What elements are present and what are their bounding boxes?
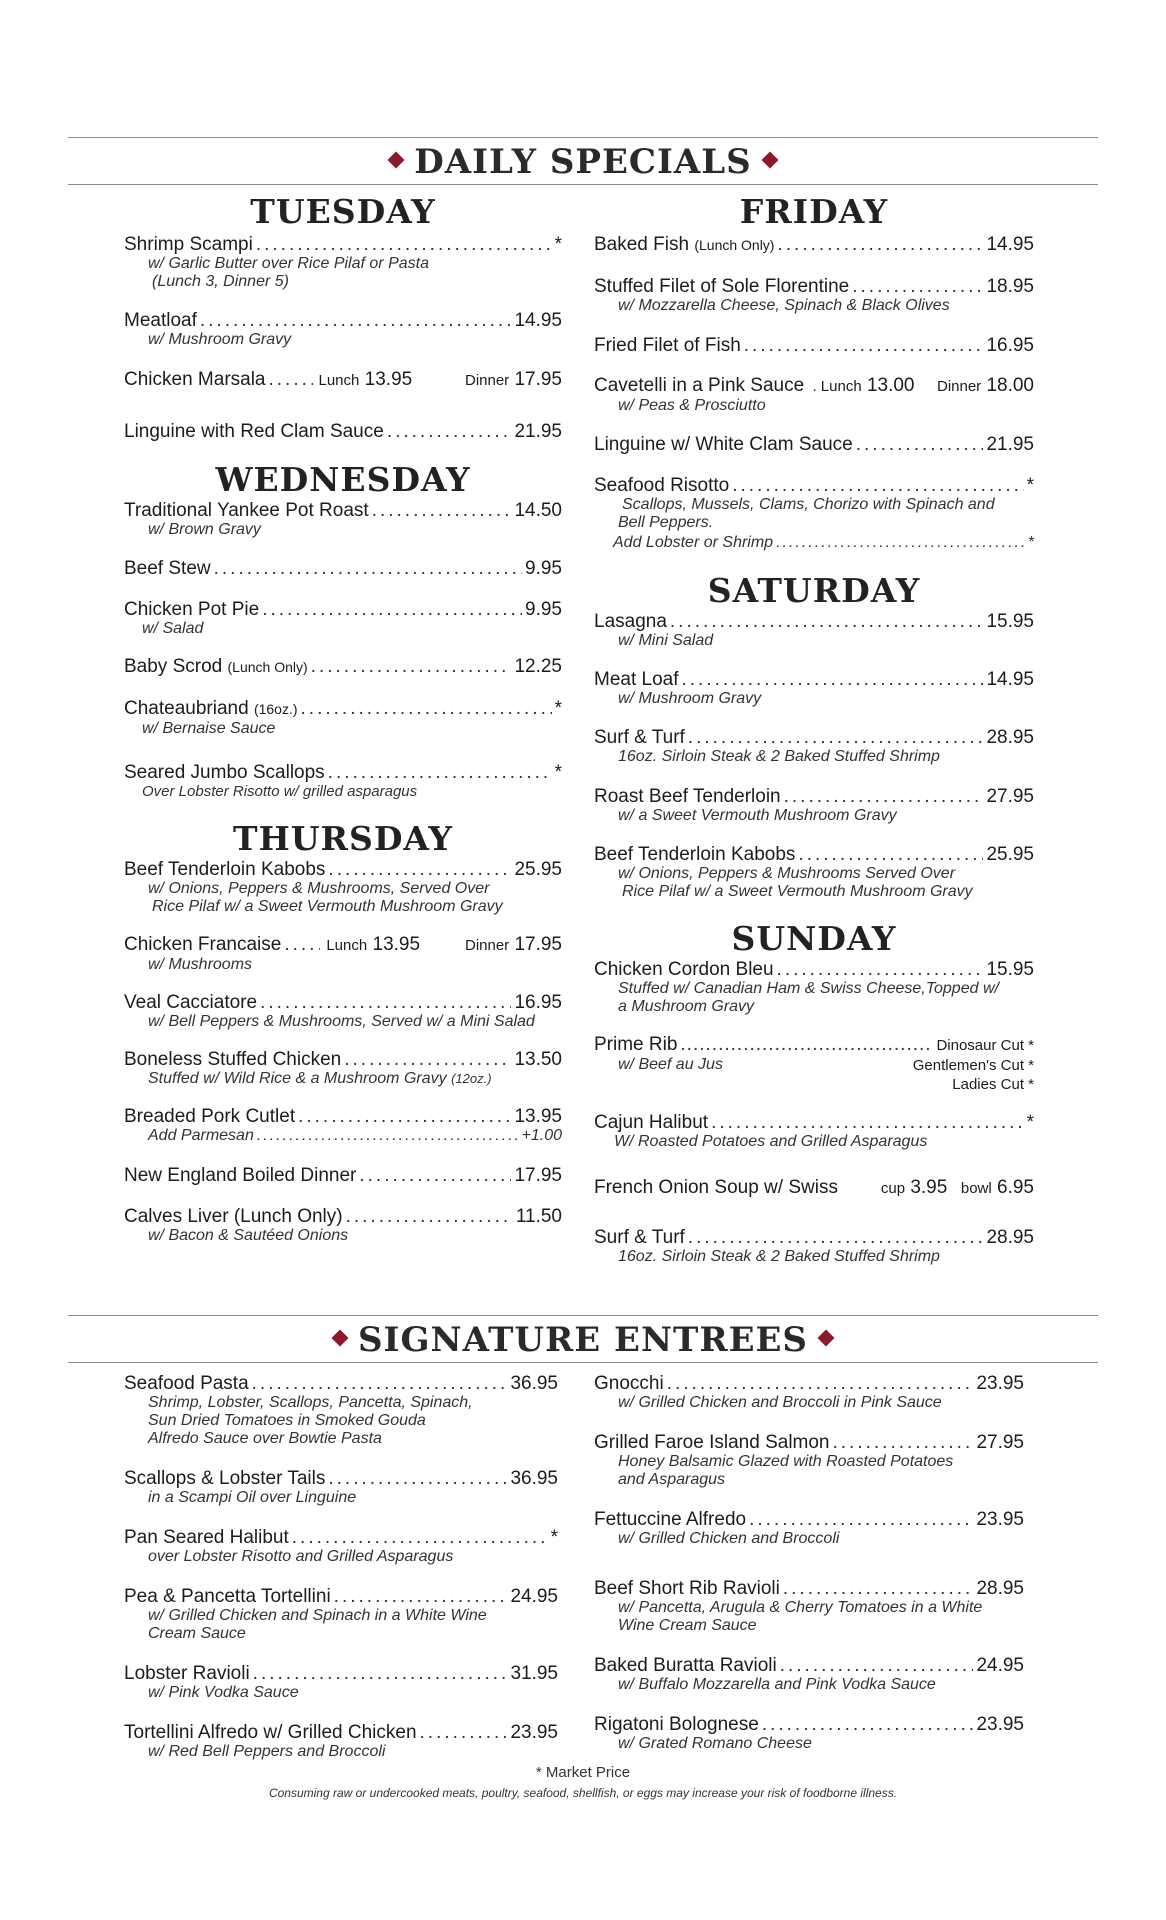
- menu-item: Fettuccine Alfredo ..... 23.95 w/ Grilled Chicken and Broccoli: [594, 1509, 1024, 1548]
- daily-specials-banner: [68, 142, 1098, 182]
- signature-title: SIGNATURE ENTREES: [358, 1320, 808, 1360]
- menu-item: Beef Tenderloin Kabobs ..... 25.95 w/ Onions, Peppers & Mushrooms, Served Over Rice Pilaf w/ a Sweet Vermouth Mushroom Gravy: [124, 859, 562, 916]
- menu-item: Beef Short Rib Ravioli ..... 28.95 w/ Pancetta, Arugula & Cherry Tomatoes in a White Wine Cream Sauce: [594, 1578, 1024, 1635]
- signature-top-rule: [68, 1315, 1098, 1316]
- day-title-sunday: SUNDAY: [731, 919, 897, 958]
- menu-item: Roast Beef Tenderloin ..... 27.95 w/ a Sweet Vermouth Mushroom Gravy: [594, 786, 1034, 825]
- food-safety-warning: Consuming raw or undercooked meats, poultry, seafood, shellfish, or eggs may increase your risk of foodborne illness.: [268, 1786, 898, 1800]
- banner-rule: [68, 184, 1098, 185]
- menu-item: Lobster Ravioli ..... 31.95 w/ Pink Vodka Sauce: [124, 1663, 558, 1702]
- menu-item: Cajun Halibut ..... * W/ Roasted Potatoes and Grilled Asparagus: [594, 1112, 1034, 1151]
- day-title-wednesday: WEDNESDAY: [215, 460, 471, 499]
- menu-item: Meat Loaf ..... 14.95 w/ Mushroom Gravy: [594, 669, 1034, 708]
- menu-item: Pea & Pancetta Tortellini ..... 24.95 w/ Grilled Chicken and Spinach in a White Wine Cream Sauce: [124, 1586, 558, 1643]
- menu-item: Meatloaf ..... 14.95 w/ Mushroom Gravy: [124, 310, 562, 349]
- menu-item: Linguine with Red Clam Sauce ..... 21.95: [124, 421, 562, 442]
- diamond-icon: [761, 152, 778, 169]
- menu-item: Cavetelli in a Pink Sauce . Lunch 13.00 Dinner 18.00 w/ Peas & Prosciutto: [594, 375, 1034, 414]
- diamond-icon: [388, 152, 405, 169]
- diamond-icon: [332, 1330, 349, 1347]
- menu-item: Stuffed Filet of Sole Florentine ..... 18.95 w/ Mozzarella Cheese, Spinach & Black Olives: [594, 276, 1034, 315]
- day-title-tuesday: TUESDAY: [250, 192, 436, 231]
- menu-item: Breaded Pork Cutlet ..... 13.95 Add Parmesan ..... +1.00: [124, 1106, 562, 1145]
- menu-item: Surf & Turf ..... 28.95 16oz. Sirloin Steak & 2 Baked Stuffed Shrimp: [594, 727, 1034, 766]
- menu-item: Chicken Cordon Bleu ..... 15.95 Stuffed w/ Canadian Ham & Swiss Cheese,Topped w/ a Mushroom Gravy: [594, 959, 1034, 1016]
- left-column: [124, 192, 562, 1245]
- menu-item: Chateaubriand (16oz.) ..... * w/ Bernaise Sauce: [124, 698, 562, 738]
- menu-item: Seared Jumbo Scallops ..... * Over Lobster Risotto w/ grilled asparagus: [124, 762, 562, 801]
- menu-item: Beef Stew ..... 9.95: [124, 558, 562, 579]
- menu-item: Surf & Turf ..... 28.95 16oz. Sirloin Steak & 2 Baked Stuffed Shrimp: [594, 1227, 1034, 1266]
- menu-item: Baked Fish (Lunch Only) ..... 14.95: [594, 234, 1034, 256]
- day-title-saturday: SATURDAY: [707, 571, 921, 610]
- menu-item: Scallops & Lobster Tails ..... 36.95 in a Scampi Oil over Linguine: [124, 1468, 558, 1507]
- menu-item: Beef Tenderloin Kabobs ..... 25.95 w/ Onions, Peppers & Mushrooms Served Over Rice Pilaf w/ a Sweet Vermouth Mushroom Gravy: [594, 844, 1034, 901]
- menu-item: Pan Seared Halibut ..... * over Lobster Risotto and Grilled Asparagus: [124, 1527, 558, 1566]
- menu-item: Seafood Risotto ..... * Scallops, Mussels, Clams, Chorizo with Spinach and Bell Peppers. Add Lobster or Shrimp ..... *: [594, 475, 1034, 553]
- menu-item: Prime Rib ..... Dinosaur Cut * w/ Beef au Jus Gentlemen's Cut * Ladies Cut *: [594, 1034, 1034, 1094]
- menu-item: Chicken Francaise ..... Lunch 13.95 Dinner 17.95 w/ Mushrooms: [124, 934, 562, 974]
- menu-item: Fried Filet of Fish ..... 16.95: [594, 335, 1034, 356]
- menu-item: Baby Scrod (Lunch Only) ..... 12.25: [124, 656, 562, 678]
- menu-item: Calves Liver (Lunch Only) ..... 11.50 w/ Bacon & Sautéed Onions: [124, 1206, 562, 1245]
- signature-banner: [68, 1320, 1098, 1360]
- menu-item: Grilled Faroe Island Salmon ..... 27.95 Honey Balsamic Glazed with Roasted Potatoes and Asparagus: [594, 1432, 1024, 1489]
- signature-left-column: [124, 1373, 558, 1761]
- menu-item: Linguine w/ White Clam Sauce ..... 21.95: [594, 434, 1034, 455]
- menu-item: New England Boiled Dinner ..... 17.95: [124, 1165, 562, 1186]
- signature-rule: [68, 1362, 1098, 1363]
- top-rule: [68, 137, 1098, 138]
- menu-item: Chicken Pot Pie ..... 9.95 w/ Salad: [124, 599, 562, 638]
- daily-specials-title: DAILY SPECIALS: [414, 142, 752, 182]
- menu-item: Shrimp Scampi ..... * w/ Garlic Butter over Rice Pilaf or Pasta (Lunch 3, Dinner 5): [124, 234, 562, 291]
- menu-item: Baked Buratta Ravioli ..... 24.95 w/ Buffalo Mozzarella and Pink Vodka Sauce: [594, 1655, 1024, 1694]
- menu-item: French Onion Soup w/ Swiss cup 3.95 bowl 6.95: [594, 1177, 1034, 1198]
- menu-item: Lasagna ..... 15.95 w/ Mini Salad: [594, 611, 1034, 650]
- market-price-note: * Market Price: [535, 1764, 631, 1781]
- right-column: [594, 192, 1034, 1266]
- menu-item: Boneless Stuffed Chicken ..... 13.50 Stuffed w/ Wild Rice & a Mushroom Gravy (12oz.): [124, 1049, 562, 1088]
- menu-item: Chicken Marsala ..... Lunch 13.95 Dinner 17.95: [124, 369, 562, 391]
- day-title-friday: FRIDAY: [739, 192, 889, 231]
- signature-right-column: [594, 1373, 1024, 1753]
- diamond-icon: [818, 1330, 835, 1347]
- day-title-thursday: THURSDAY: [233, 819, 453, 858]
- menu-item: Rigatoni Bolognese ..... 23.95 w/ Grated Romano Cheese: [594, 1714, 1024, 1753]
- menu-item: Traditional Yankee Pot Roast ..... 14.50 w/ Brown Gravy: [124, 500, 562, 539]
- menu-item: Gnocchi ..... 23.95 w/ Grilled Chicken and Broccoli in Pink Sauce: [594, 1373, 1024, 1412]
- menu-item: Veal Cacciatore ..... 16.95 w/ Bell Peppers & Mushrooms, Served w/ a Mini Salad: [124, 992, 562, 1031]
- menu-item: Tortellini Alfredo w/ Grilled Chicken ..... 23.95 w/ Red Bell Peppers and Broccoli: [124, 1722, 558, 1761]
- menu-item: Seafood Pasta ..... 36.95 Shrimp, Lobster, Scallops, Pancetta, Spinach, Sun Dried Tomatoes in Smoked Gouda Alfredo Sauce over Bowtie Pasta: [124, 1373, 558, 1448]
